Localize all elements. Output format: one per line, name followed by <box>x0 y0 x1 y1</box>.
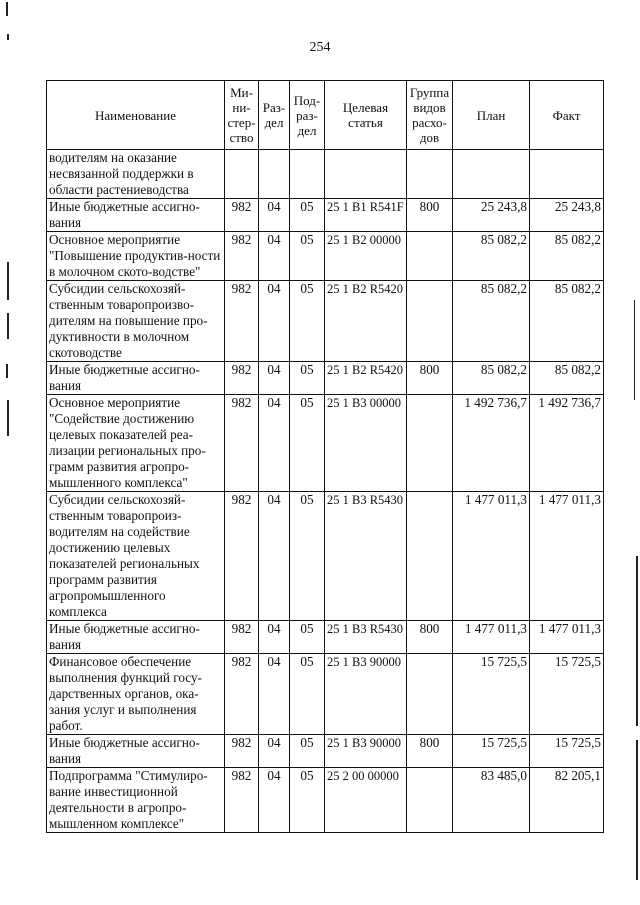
row-name: водителям на оказание несвязанной поддержки в области растениеводства <box>47 150 225 199</box>
budget-table <box>46 80 604 833</box>
scan-mark <box>636 556 638 726</box>
row-group <box>407 232 453 281</box>
scan-mark <box>6 2 8 16</box>
scan-mark <box>7 313 9 339</box>
row-fact: 15 725,5 <box>530 654 604 735</box>
row-subsection: 05 <box>290 362 325 395</box>
row-target: 25 1 B3 90000 <box>325 735 407 768</box>
row-group <box>407 281 453 362</box>
row-target: 25 1 B3 R5430 <box>325 621 407 654</box>
row-fact: 15 725,5 <box>530 735 604 768</box>
row-name: Иные бюджетные ассигно-вания <box>47 199 225 232</box>
row-fact: 1 477 011,3 <box>530 621 604 654</box>
row-ministry <box>225 150 259 199</box>
header-group: Группа видов расхо- дов <box>407 81 453 150</box>
row-section: 04 <box>259 492 290 621</box>
scan-mark <box>7 262 9 300</box>
row-target: 25 1 B2 R5420 <box>325 281 407 362</box>
row-group: 800 <box>407 621 453 654</box>
row-target: 25 1 B3 90000 <box>325 654 407 735</box>
row-ministry: 982 <box>225 281 259 362</box>
table-row <box>47 735 604 768</box>
row-target <box>325 150 407 199</box>
row-name: Субсидии сельскохозяй-ственным товаропроиз-водителям на содействие достижению целевых показателей региональных программ развития агропромышленного комплекса <box>47 492 225 621</box>
scan-mark <box>636 740 638 880</box>
row-subsection: 05 <box>290 492 325 621</box>
header-subsection: Под- раз- дел <box>290 81 325 150</box>
row-subsection: 05 <box>290 281 325 362</box>
row-plan <box>453 150 530 199</box>
row-target: 25 1 B3 00000 <box>325 395 407 492</box>
row-section <box>259 150 290 199</box>
scan-mark <box>634 300 635 400</box>
row-fact: 82 205,1 <box>530 768 604 833</box>
row-subsection: 05 <box>290 654 325 735</box>
row-ministry: 982 <box>225 492 259 621</box>
row-group <box>407 654 453 735</box>
row-plan: 15 725,5 <box>453 735 530 768</box>
row-subsection: 05 <box>290 621 325 654</box>
header-target: Целевая статья <box>325 81 407 150</box>
header-name: Наименование <box>47 81 225 150</box>
row-section: 04 <box>259 735 290 768</box>
row-fact: 85 082,2 <box>530 232 604 281</box>
row-name: Финансовое обеспечение выполнения функций госу-дарственных органов, ока-зания услуг и выполнения работ. <box>47 654 225 735</box>
row-target: 25 1 B2 R5420 <box>325 362 407 395</box>
row-group: 800 <box>407 199 453 232</box>
row-group: 800 <box>407 362 453 395</box>
row-name: Субсидии сельскохозяй-ственным товаропроизво-дителям на повышение про-дуктивности в молочном скотоводстве <box>47 281 225 362</box>
row-subsection <box>290 150 325 199</box>
scan-mark <box>6 364 8 378</box>
row-ministry: 982 <box>225 362 259 395</box>
table-row <box>47 199 604 232</box>
row-subsection: 05 <box>290 395 325 492</box>
row-plan: 25 243,8 <box>453 199 530 232</box>
row-fact: 25 243,8 <box>530 199 604 232</box>
row-ministry: 982 <box>225 395 259 492</box>
row-plan: 1 492 736,7 <box>453 395 530 492</box>
row-plan: 83 485,0 <box>453 768 530 833</box>
row-plan: 1 477 011,3 <box>453 492 530 621</box>
header-fact: Факт <box>530 81 604 150</box>
row-name: Основное мероприятие "Содействие достижению целевых показателей реа-лизации региональных про-грамм развития агропро-мышленного комплекса" <box>47 395 225 492</box>
table-row <box>47 281 604 362</box>
row-section: 04 <box>259 621 290 654</box>
row-section: 04 <box>259 768 290 833</box>
row-group <box>407 492 453 621</box>
row-target: 25 1 B2 00000 <box>325 232 407 281</box>
row-section: 04 <box>259 362 290 395</box>
row-plan: 15 725,5 <box>453 654 530 735</box>
table-row <box>47 362 604 395</box>
table-row <box>47 621 604 654</box>
row-fact: 85 082,2 <box>530 281 604 362</box>
scan-mark <box>7 400 9 436</box>
header-ministry: Ми- ни- стер- ство <box>225 81 259 150</box>
row-section: 04 <box>259 281 290 362</box>
row-subsection: 05 <box>290 768 325 833</box>
row-plan: 1 477 011,3 <box>453 621 530 654</box>
row-name: Иные бюджетные ассигно-вания <box>47 621 225 654</box>
row-target: 25 2 00 00000 <box>325 768 407 833</box>
row-ministry: 982 <box>225 654 259 735</box>
row-group <box>407 150 453 199</box>
row-name: Подпрограмма "Стимулиро-вание инвестиционной деятельности в агропро-мышленном комплексе" <box>47 768 225 833</box>
table-row <box>47 654 604 735</box>
row-plan: 85 082,2 <box>453 232 530 281</box>
table-row <box>47 150 604 199</box>
row-group <box>407 395 453 492</box>
row-plan: 85 082,2 <box>453 362 530 395</box>
row-target: 25 1 B3 R5430 <box>325 492 407 621</box>
row-fact: 1 477 011,3 <box>530 492 604 621</box>
row-name: Иные бюджетные ассигно-вания <box>47 362 225 395</box>
row-group: 800 <box>407 735 453 768</box>
row-ministry: 982 <box>225 735 259 768</box>
scan-mark <box>7 34 9 40</box>
row-ministry: 982 <box>225 768 259 833</box>
row-name: Основное мероприятие "Повышение продуктив-ности в молочном ското-водстве" <box>47 232 225 281</box>
row-target: 25 1 B1 R541F <box>325 199 407 232</box>
row-subsection: 05 <box>290 735 325 768</box>
table-row <box>47 395 604 492</box>
table-row <box>47 492 604 621</box>
header-plan: План <box>453 81 530 150</box>
row-fact: 1 492 736,7 <box>530 395 604 492</box>
row-subsection: 05 <box>290 199 325 232</box>
row-ministry: 982 <box>225 621 259 654</box>
row-name: Иные бюджетные ассигно-вания <box>47 735 225 768</box>
row-section: 04 <box>259 232 290 281</box>
row-ministry: 982 <box>225 232 259 281</box>
row-subsection: 05 <box>290 232 325 281</box>
table-row <box>47 768 604 833</box>
row-ministry: 982 <box>225 199 259 232</box>
table-row <box>47 232 604 281</box>
row-section: 04 <box>259 199 290 232</box>
header-section: Раз- дел <box>259 81 290 150</box>
row-section: 04 <box>259 395 290 492</box>
row-plan: 85 082,2 <box>453 281 530 362</box>
page-number: 254 <box>309 40 331 55</box>
table-header-row <box>47 81 604 150</box>
row-fact: 85 082,2 <box>530 362 604 395</box>
row-fact <box>530 150 604 199</box>
row-group <box>407 768 453 833</box>
row-section: 04 <box>259 654 290 735</box>
